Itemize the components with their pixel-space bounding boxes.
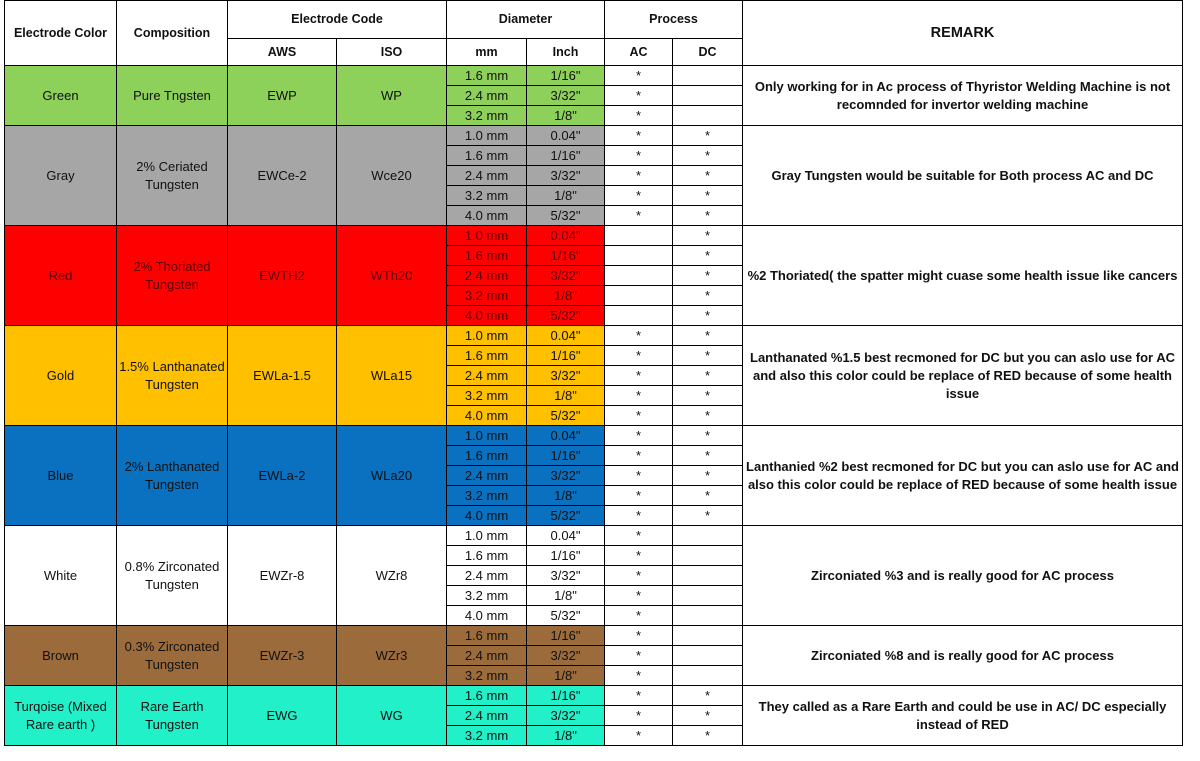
diameter-inch-cell: 1/16" xyxy=(527,146,605,166)
process-dc-cell xyxy=(673,646,743,666)
iso-code-cell: WZr8 xyxy=(337,526,447,626)
diameter-mm-cell: 1.6 mm xyxy=(447,246,527,266)
diameter-mm-cell: 2.4 mm xyxy=(447,366,527,386)
process-dc-cell: * xyxy=(673,146,743,166)
process-ac-cell: * xyxy=(605,526,673,546)
remark-cell: Lanthanated %1.5 best recmoned for DC but you can aslo use for AC and also this color could be replace of RED because of some health issue xyxy=(743,326,1183,426)
process-dc-cell: * xyxy=(673,486,743,506)
process-ac-cell: * xyxy=(605,346,673,366)
diameter-mm-cell: 1.0 mm xyxy=(447,326,527,346)
diameter-inch-cell: 1/16" xyxy=(527,686,605,706)
diameter-mm-cell: 4.0 mm xyxy=(447,406,527,426)
process-ac-cell: * xyxy=(605,66,673,86)
process-ac-cell: * xyxy=(605,386,673,406)
diameter-inch-cell: 1/16" xyxy=(527,626,605,646)
diameter-mm-cell: 3.2 mm xyxy=(447,186,527,206)
process-ac-cell xyxy=(605,226,673,246)
diameter-mm-cell: 1.6 mm xyxy=(447,346,527,366)
composition-cell: 2% Lanthanated Tungsten xyxy=(117,426,228,526)
diameter-inch-cell: 5/32" xyxy=(527,206,605,226)
process-dc-cell: * xyxy=(673,346,743,366)
diameter-inch-cell: 1/8" xyxy=(527,586,605,606)
remark-cell: Lanthanied %2 best recmoned for DC but you can aslo use for AC and also this color could be replace of RED because of some health issue xyxy=(743,426,1183,526)
process-ac-cell: * xyxy=(605,646,673,666)
diameter-inch-cell: 1/16" xyxy=(527,346,605,366)
electrode-color-cell: Turqoise (Mixed Rare earth ) xyxy=(5,686,117,746)
electrode-color-cell: White xyxy=(5,526,117,626)
diameter-inch-cell: 3/32" xyxy=(527,86,605,106)
process-dc-cell: * xyxy=(673,386,743,406)
process-dc-cell: * xyxy=(673,446,743,466)
process-ac-cell: * xyxy=(605,206,673,226)
process-ac-cell: * xyxy=(605,106,673,126)
remark-cell: Gray Tungsten would be suitable for Both process AC and DC xyxy=(743,126,1183,226)
process-ac-cell xyxy=(605,286,673,306)
diameter-mm-cell: 3.2 mm xyxy=(447,286,527,306)
process-dc-cell: * xyxy=(673,366,743,386)
diameter-mm-cell: 1.6 mm xyxy=(447,626,527,646)
diameter-inch-cell: 1/8" xyxy=(527,186,605,206)
process-ac-cell: * xyxy=(605,126,673,146)
header-mm: mm xyxy=(447,39,527,66)
diameter-mm-cell: 4.0 mm xyxy=(447,506,527,526)
header-dc: DC xyxy=(673,39,743,66)
process-ac-cell: * xyxy=(605,426,673,446)
diameter-mm-cell: 1.6 mm xyxy=(447,146,527,166)
process-dc-cell: * xyxy=(673,166,743,186)
diameter-mm-cell: 3.2 mm xyxy=(447,666,527,686)
aws-code-cell: EWZr-3 xyxy=(228,626,337,686)
header-iso: ISO xyxy=(337,39,447,66)
diameter-inch-cell: 1/16" xyxy=(527,546,605,566)
table-row xyxy=(5,226,1183,246)
process-ac-cell: * xyxy=(605,606,673,626)
process-ac-cell: * xyxy=(605,186,673,206)
process-dc-cell: * xyxy=(673,406,743,426)
diameter-mm-cell: 3.2 mm xyxy=(447,586,527,606)
process-ac-cell: * xyxy=(605,666,673,686)
remark-cell: They called as a Rare Earth and could be use in AC/ DC especially instead of RED xyxy=(743,686,1183,746)
process-dc-cell: * xyxy=(673,286,743,306)
diameter-inch-cell: 3/32" xyxy=(527,266,605,286)
composition-cell: 2% Thoriated Tungsten xyxy=(117,226,228,326)
diameter-mm-cell: 3.2 mm xyxy=(447,386,527,406)
process-dc-cell xyxy=(673,606,743,626)
process-ac-cell: * xyxy=(605,326,673,346)
electrode-color-cell: Blue xyxy=(5,426,117,526)
aws-code-cell: EWP xyxy=(228,66,337,126)
process-ac-cell: * xyxy=(605,146,673,166)
diameter-mm-cell: 2.4 mm xyxy=(447,646,527,666)
aws-code-cell: EWLa-1.5 xyxy=(228,326,337,426)
electrode-color-cell: Gold xyxy=(5,326,117,426)
iso-code-cell: WLa20 xyxy=(337,426,447,526)
process-ac-cell: * xyxy=(605,566,673,586)
diameter-inch-cell: 0.04" xyxy=(527,226,605,246)
process-dc-cell xyxy=(673,66,743,86)
diameter-mm-cell: 1.6 mm xyxy=(447,546,527,566)
process-dc-cell xyxy=(673,546,743,566)
diameter-inch-cell: 5/32" xyxy=(527,506,605,526)
process-dc-cell: * xyxy=(673,686,743,706)
remark-cell: Zirconiated %3 and is really good for AC process xyxy=(743,526,1183,626)
process-dc-cell: * xyxy=(673,726,743,746)
process-ac-cell: * xyxy=(605,486,673,506)
diameter-inch-cell: 0.04" xyxy=(527,526,605,546)
header-aws: AWS xyxy=(228,39,337,66)
diameter-mm-cell: 2.4 mm xyxy=(447,86,527,106)
composition-cell: 0.8% Zirconated Tungsten xyxy=(117,526,228,626)
diameter-mm-cell: 4.0 mm xyxy=(447,306,527,326)
diameter-inch-cell: 1/8" xyxy=(527,486,605,506)
diameter-mm-cell: 1.6 mm xyxy=(447,686,527,706)
table-row xyxy=(5,526,1183,546)
process-ac-cell: * xyxy=(605,726,673,746)
header-diameter: Diameter xyxy=(447,1,605,39)
diameter-mm-cell: 1.0 mm xyxy=(447,426,527,446)
diameter-inch-cell: 0.04" xyxy=(527,326,605,346)
header-process: Process xyxy=(605,1,743,39)
diameter-mm-cell: 2.4 mm xyxy=(447,566,527,586)
aws-code-cell: EWLa-2 xyxy=(228,426,337,526)
diameter-inch-cell: 1/16" xyxy=(527,246,605,266)
diameter-inch-cell: 3/32" xyxy=(527,366,605,386)
diameter-mm-cell: 3.2 mm xyxy=(447,726,527,746)
process-ac-cell xyxy=(605,306,673,326)
process-dc-cell xyxy=(673,526,743,546)
process-dc-cell: * xyxy=(673,186,743,206)
diameter-inch-cell: 3/32" xyxy=(527,466,605,486)
process-ac-cell: * xyxy=(605,466,673,486)
tungsten-electrode-table xyxy=(4,0,1183,746)
aws-code-cell: EWG xyxy=(228,686,337,746)
process-dc-cell xyxy=(673,106,743,126)
process-dc-cell xyxy=(673,586,743,606)
header-electrode-code: Electrode Code xyxy=(228,1,447,39)
composition-cell: 0.3% Zirconated Tungsten xyxy=(117,626,228,686)
electrode-color-cell: Green xyxy=(5,66,117,126)
process-dc-cell: * xyxy=(673,466,743,486)
process-dc-cell: * xyxy=(673,306,743,326)
process-dc-cell xyxy=(673,86,743,106)
diameter-mm-cell: 1.6 mm xyxy=(447,446,527,466)
process-dc-cell: * xyxy=(673,426,743,446)
header-electrode-color: Electrode Color xyxy=(5,1,117,66)
composition-cell: 1.5% Lanthanated Tungsten xyxy=(117,326,228,426)
diameter-mm-cell: 1.0 mm xyxy=(447,226,527,246)
iso-code-cell: WTh20 xyxy=(337,226,447,326)
diameter-inch-cell: 5/32" xyxy=(527,606,605,626)
process-ac-cell: * xyxy=(605,446,673,466)
diameter-inch-cell: 1/16" xyxy=(527,446,605,466)
process-dc-cell: * xyxy=(673,126,743,146)
process-ac-cell: * xyxy=(605,506,673,526)
diameter-inch-cell: 3/32" xyxy=(527,646,605,666)
diameter-inch-cell: 1/8" xyxy=(527,386,605,406)
diameter-inch-cell: 1/16" xyxy=(527,66,605,86)
process-dc-cell: * xyxy=(673,246,743,266)
electrode-color-cell: Red xyxy=(5,226,117,326)
diameter-inch-cell: 3/32" xyxy=(527,566,605,586)
remark-cell: Only working for in Ac process of Thyristor Welding Machine is not recomnded for invertor welding machine xyxy=(743,66,1183,126)
diameter-mm-cell: 1.0 mm xyxy=(447,126,527,146)
process-dc-cell: * xyxy=(673,506,743,526)
process-dc-cell: * xyxy=(673,266,743,286)
process-dc-cell: * xyxy=(673,326,743,346)
header-composition: Composition xyxy=(117,1,228,66)
iso-code-cell: WZr3 xyxy=(337,626,447,686)
remark-cell: %2 Thoriated( the spatter might cuase some health issue like cancers xyxy=(743,226,1183,326)
diameter-mm-cell: 4.0 mm xyxy=(447,206,527,226)
process-ac-cell: * xyxy=(605,686,673,706)
electrode-color-cell: Brown xyxy=(5,626,117,686)
process-ac-cell: * xyxy=(605,366,673,386)
diameter-inch-cell: 1/8" xyxy=(527,286,605,306)
composition-cell: 2% Ceriated Tungsten xyxy=(117,126,228,226)
iso-code-cell: WG xyxy=(337,686,447,746)
process-dc-cell: * xyxy=(673,206,743,226)
diameter-mm-cell: 2.4 mm xyxy=(447,466,527,486)
electrode-rows xyxy=(5,66,1183,746)
remark-cell: Zirconiated %8 and is really good for AC process xyxy=(743,626,1183,686)
header-inch: Inch xyxy=(527,39,605,66)
aws-code-cell: EWCe-2 xyxy=(228,126,337,226)
table-row xyxy=(5,66,1183,86)
process-dc-cell xyxy=(673,666,743,686)
process-ac-cell: * xyxy=(605,706,673,726)
diameter-mm-cell: 4.0 mm xyxy=(447,606,527,626)
diameter-inch-cell: 3/32" xyxy=(527,166,605,186)
process-ac-cell: * xyxy=(605,626,673,646)
diameter-mm-cell: 2.4 mm xyxy=(447,266,527,286)
process-dc-cell: * xyxy=(673,226,743,246)
diameter-inch-cell: 0.04" xyxy=(527,426,605,446)
header-remark: REMARK xyxy=(743,1,1183,66)
process-ac-cell xyxy=(605,246,673,266)
process-ac-cell: * xyxy=(605,406,673,426)
table-row xyxy=(5,426,1183,446)
process-dc-cell xyxy=(673,626,743,646)
process-ac-cell: * xyxy=(605,166,673,186)
diameter-mm-cell: 2.4 mm xyxy=(447,166,527,186)
diameter-inch-cell: 0.04" xyxy=(527,126,605,146)
electrode-grid xyxy=(4,0,1183,746)
process-ac-cell xyxy=(605,266,673,286)
diameter-mm-cell: 2.4 mm xyxy=(447,706,527,726)
iso-code-cell: WLa15 xyxy=(337,326,447,426)
diameter-mm-cell: 1.0 mm xyxy=(447,526,527,546)
diameter-mm-cell: 3.2 mm xyxy=(447,106,527,126)
diameter-inch-cell: 1/8" xyxy=(527,726,605,746)
aws-code-cell: EWZr-8 xyxy=(228,526,337,626)
table-row xyxy=(5,126,1183,146)
table-row xyxy=(5,626,1183,646)
diameter-inch-cell: 5/32" xyxy=(527,306,605,326)
process-ac-cell: * xyxy=(605,586,673,606)
process-ac-cell: * xyxy=(605,546,673,566)
diameter-inch-cell: 3/32" xyxy=(527,706,605,726)
diameter-inch-cell: 5/32" xyxy=(527,406,605,426)
iso-code-cell: WP xyxy=(337,66,447,126)
process-ac-cell: * xyxy=(605,86,673,106)
diameter-inch-cell: 1/8" xyxy=(527,666,605,686)
aws-code-cell: EWTH2 xyxy=(228,226,337,326)
diameter-mm-cell: 1.6 mm xyxy=(447,66,527,86)
composition-cell: Rare Earth Tungsten xyxy=(117,686,228,746)
table-row xyxy=(5,686,1183,706)
diameter-mm-cell: 3.2 mm xyxy=(447,486,527,506)
composition-cell: Pure Tngsten xyxy=(117,66,228,126)
iso-code-cell: Wce20 xyxy=(337,126,447,226)
electrode-color-cell: Gray xyxy=(5,126,117,226)
process-dc-cell xyxy=(673,566,743,586)
header-ac: AC xyxy=(605,39,673,66)
diameter-inch-cell: 1/8" xyxy=(527,106,605,126)
process-dc-cell: * xyxy=(673,706,743,726)
table-row xyxy=(5,326,1183,346)
